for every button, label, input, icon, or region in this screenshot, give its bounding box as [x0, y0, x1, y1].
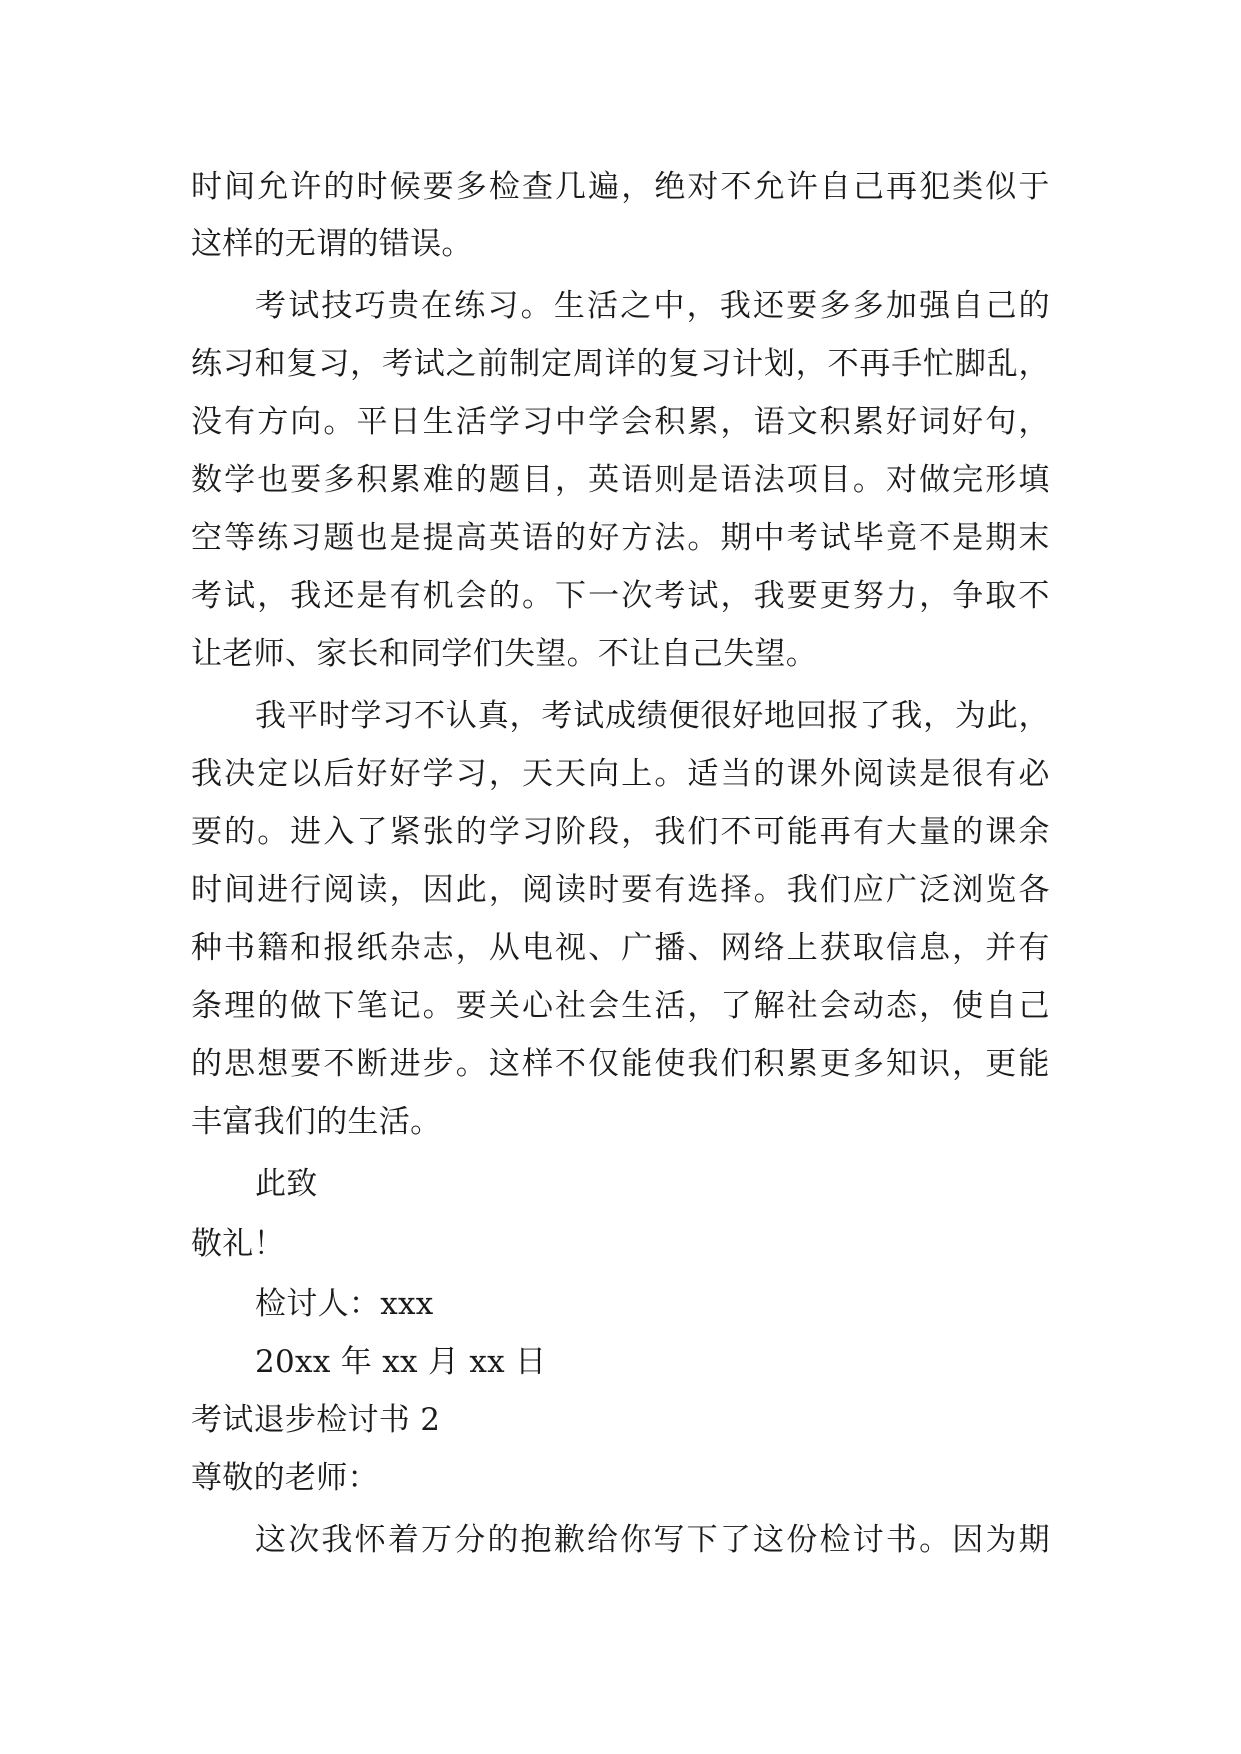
next-letter-greeting: 尊敬的老师：	[191, 1460, 379, 1496]
paragraph-2-line-5: 空 等 练 习 题 也 是 提 高 英 语 的 好 方 法 。 期 中 考 试 毕 竟 不 是 期 末	[191, 520, 1050, 556]
paragraph-2-line-7: 让老师、家长和同学们失望。不让自己失望。	[191, 636, 817, 672]
paragraph-2-line-1: 考 试 技 巧 贵 在 练 习 。 生 活 之 中 ， 我 还 要 多 多 加 强 自 己 的	[255, 288, 1050, 324]
closing-salutation: 此致	[255, 1166, 318, 1202]
paragraph-3-line-5: 种 书 籍 和 报 纸 杂 志 ， 从 电 视 、 广 播 、 网 络 上 获 取 信 息 ， 并 有	[191, 930, 1050, 966]
paragraph-3-line-3: 要 的 。 进 入 了 紧 张 的 学 习 阶 段 ， 我 们 不 可 能 再 有 大 量 的 课 余	[191, 814, 1050, 850]
paragraph-3-line-7: 的 思 想 要 不 断 进 步 。 这 样 不 仅 能 使 我 们 积 累 更 多 知 识 ， 更 能	[191, 1046, 1050, 1082]
paragraph-2-line-2: 练 习 和 复 习 ， 考 试 之 前 制 定 周 详 的 复 习 计 划 ， 不 再 手 忙 脚 乱 ，	[191, 346, 1050, 382]
paragraph-3-line-4: 时 间 进 行 阅 读 ， 因 此 ， 阅 读 时 要 有 选 择 。 我 们 应 广 泛 浏 览 各	[191, 872, 1050, 908]
date-line: 20xx 年 xx 月 xx 日	[255, 1344, 547, 1380]
paragraph-3-line-1: 我 平 时 学 习 不 认 真 ， 考 试 成 绩 便 很 好 地 回 报 了 我 ， 为 此 ，	[255, 698, 1050, 734]
paragraph-2-line-3: 没 有 方 向 。 平 日 生 活 学 习 中 学 会 积 累 ， 语 文 积 累 好 词 好 句 ，	[191, 404, 1050, 440]
paragraph-1-line-2: 这样的无谓的错误。	[191, 226, 473, 262]
signer-line: 检讨人：xxx	[255, 1286, 434, 1322]
closing-regards: 敬礼！	[191, 1226, 285, 1262]
paragraph-2-line-6: 考 试 ， 我 还 是 有 机 会 的 。 下 一 次 考 试 ， 我 要 更 努 力 ， 争 取 不	[191, 578, 1050, 614]
paragraph-1-line-1: 时 间 允 许 的 时 候 要 多 检 查 几 遍 ， 绝 对 不 允 许 自 己 再 犯 类 似 于	[191, 169, 1050, 205]
paragraph-3-line-8: 丰富我们的生活。	[191, 1104, 442, 1140]
paragraph-3-line-6: 条 理 的 做 下 笔 记 。 要 关 心 社 会 生 活 ， 了 解 社 会 动 态 ， 使 自 己	[191, 988, 1050, 1024]
next-letter-title: 考试退步检讨书 2	[191, 1402, 441, 1438]
paragraph-3-line-2: 我 决 定 以 后 好 好 学 习 ， 天 天 向 上 。 适 当 的 课 外 阅 读 是 很 有 必	[191, 756, 1050, 792]
next-letter-line-1: 这 次 我 怀 着 万 分 的 抱 歉 给 你 写 下 了 这 份 检 讨 书 。 因 为 期	[255, 1522, 1050, 1558]
paragraph-2-line-4: 数 学 也 要 多 积 累 难 的 题 目 ， 英 语 则 是 语 法 项 目 。 对 做 完 形 填	[191, 462, 1050, 498]
